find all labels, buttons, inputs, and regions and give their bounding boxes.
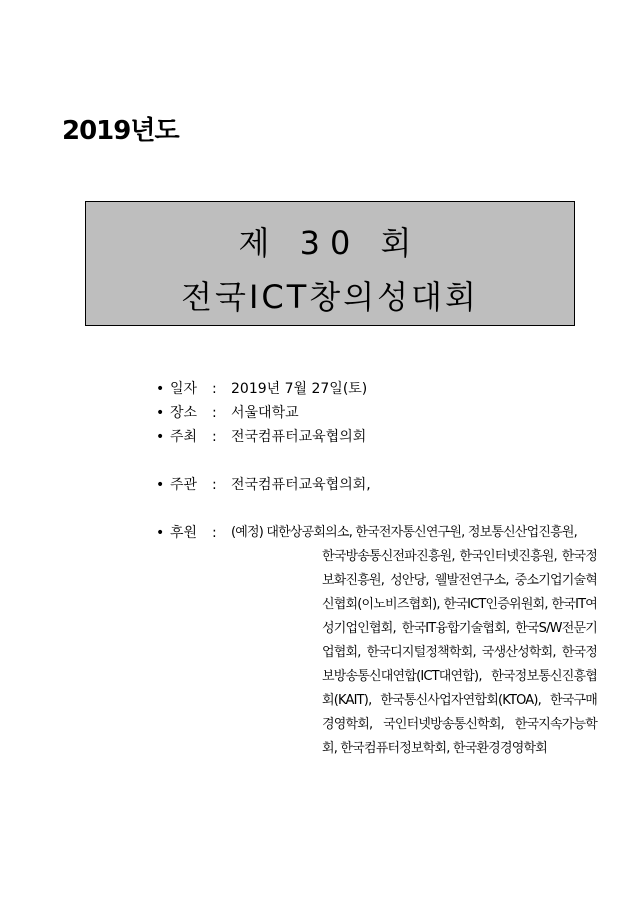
organizer-value: 전국컴퓨터교육협의회, [231, 477, 371, 493]
separator-colon: : [212, 429, 217, 445]
sponsor-list [231, 521, 597, 761]
host-label: 주최 [170, 429, 198, 445]
separator-colon: : [212, 525, 217, 541]
sponsor-list-continued: 한국방송통신전파진흥원, 한국인터넷진흥원, 한국정보화진흥원, 성안당, 웰발전연구소, 중소기업기술혁신협회(이노비즈협회), 한국ICT인증위원회, 한국IT여성기업인협회, 한국IT융합기술협회, 한국S/W전문기업협회, 한국디지털정책학회, 국생산성학회, 한국정보방송통신대연합(ICT대연합), 한국정보통신진흥협회(KAIT), 한국통신사업자연합회(KTOA), 한국구매경영학회, 국인터넷방송통신학회, 한국지속가능학회, 한국컴퓨터정보학회, 한국환경경영학회 [322, 549, 597, 756]
year-heading: 2019년도 [62, 116, 179, 146]
venue-label: 장소 [170, 405, 198, 421]
title-box [85, 201, 575, 326]
date-label: 일자 [170, 381, 198, 397]
info-item-venue [150, 401, 598, 425]
bullet-icon: • [156, 405, 165, 421]
host-value: 전국컴퓨터교육협의회 [231, 429, 367, 445]
bullet-icon: • [156, 477, 165, 493]
sponsor-list-first-line: (예정) 대한상공회의소, 한국전자통신연구원, 정보통신산업진흥원, [231, 525, 578, 540]
info-item-host [150, 425, 598, 449]
info-item-organizer [150, 473, 598, 497]
bullet-icon: • [156, 429, 165, 445]
bullet-icon: • [156, 381, 165, 397]
separator-colon: : [212, 477, 217, 493]
event-edition-title: 제 30 회 [238, 224, 422, 262]
separator-colon: : [212, 381, 217, 397]
info-item-date [150, 377, 598, 401]
date-value: 2019년 7월 27일(토) [231, 381, 368, 397]
venue-value: 서울대학교 [231, 405, 299, 421]
info-item-sponsor [150, 521, 598, 781]
event-name-title: 전국ICT창의성대회 [181, 278, 479, 316]
separator-colon: : [212, 405, 217, 421]
organizer-label: 주관 [170, 477, 198, 493]
sponsor-label: 후원 [170, 525, 198, 541]
bullet-icon: • [156, 525, 165, 541]
